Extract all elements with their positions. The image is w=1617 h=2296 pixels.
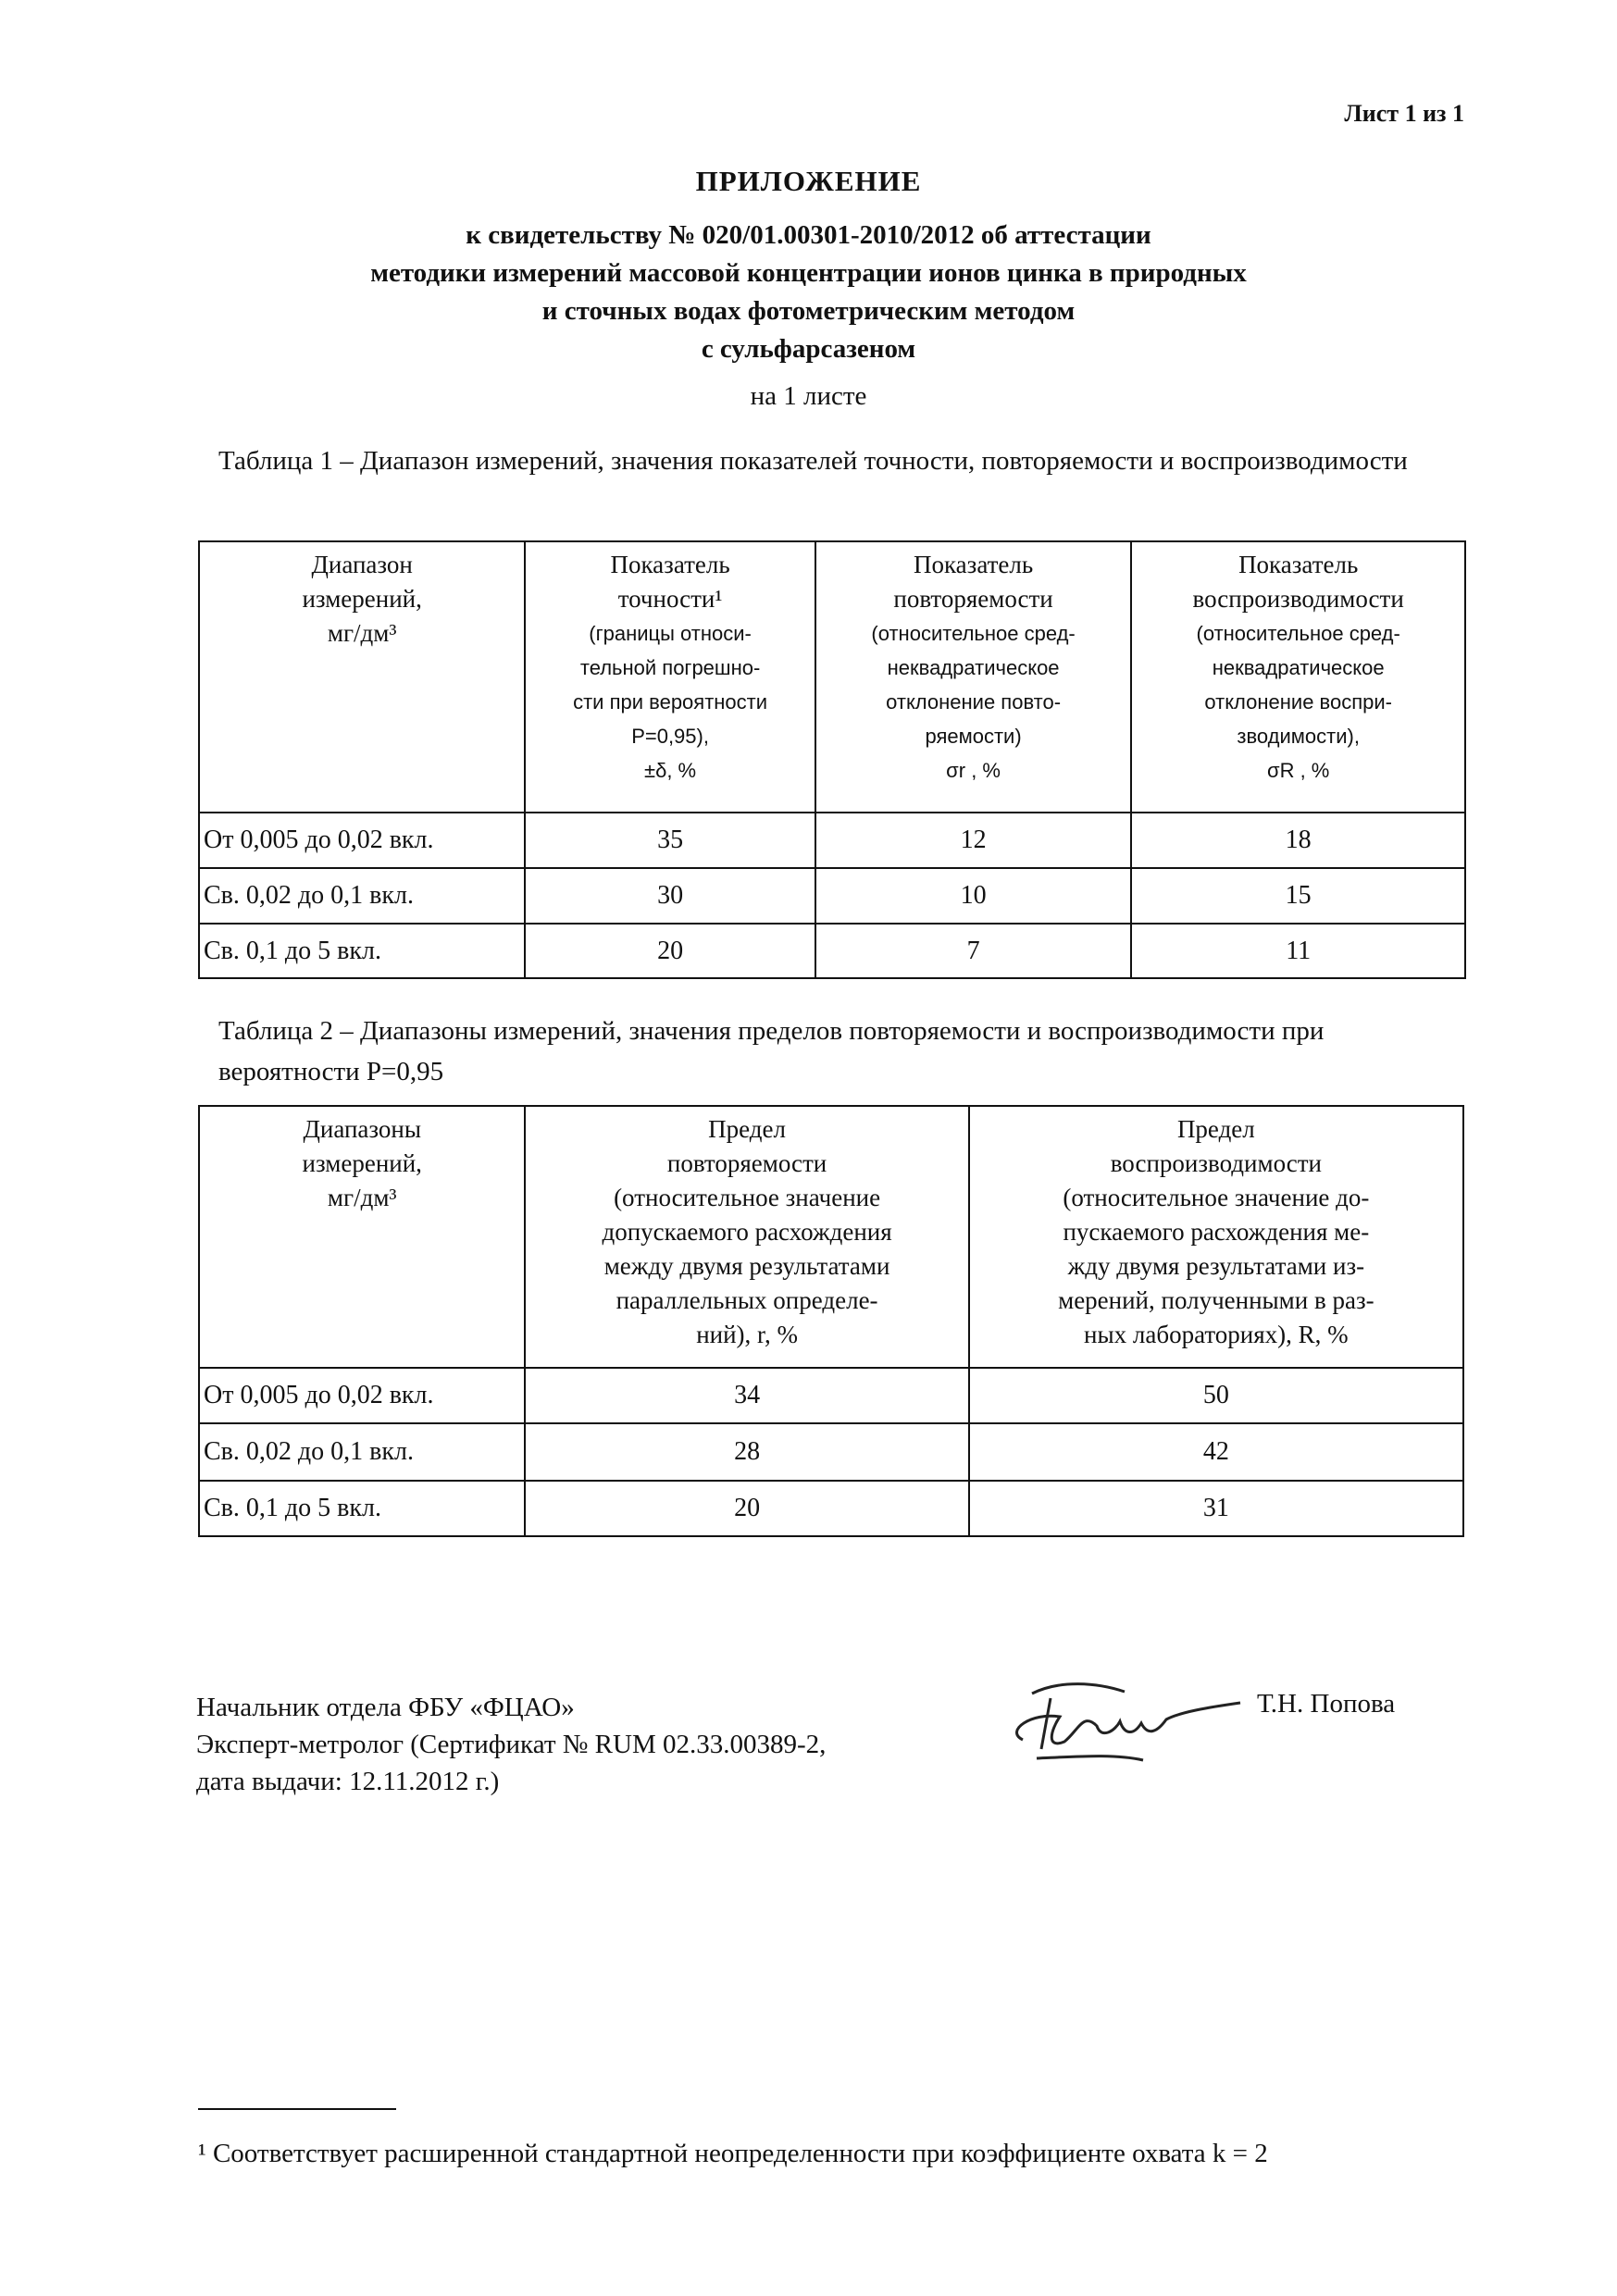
table1-header-row	[199, 541, 1465, 813]
table2-header-cell: Предел воспроизводимости (относительное значение до- пускаемого расхождения ме- жду двумя результатами из- мерений, полученными в раз- ных лабораториях), R, %	[969, 1106, 1463, 1368]
table-row	[199, 924, 1465, 978]
signatory-position: Начальник отдела ФБУ «ФЦАО»	[196, 1693, 575, 1722]
document-subtitle: к свидетельству № 020/01.00301-2010/2012 об аттестации методики измерений массовой концентрации ионов цинка в природных и сточных водах фотометрическим методом с сульфарсазеном	[370, 220, 1247, 364]
range-cell: Св. 0,1 до 5 вкл.	[199, 924, 525, 978]
table-row	[199, 1368, 1463, 1423]
document-title: ПРИЛОЖЕНИЕ	[695, 165, 922, 197]
table-row	[199, 1423, 1463, 1481]
sheet-number: Лист 1 из 1	[1344, 100, 1464, 127]
value-cell: 10	[815, 868, 1132, 924]
table2-header-row	[199, 1106, 1463, 1368]
signatory-name: Т.Н. Попова	[1257, 1689, 1396, 1719]
range-cell: От 0,005 до 0,02 вкл.	[199, 813, 525, 868]
value-cell: 30	[525, 868, 815, 924]
value-cell: 11	[1131, 924, 1465, 978]
value-cell: 12	[815, 813, 1132, 868]
value-cell: 34	[525, 1368, 968, 1423]
range-cell: От 0,005 до 0,02 вкл.	[199, 1368, 525, 1423]
value-cell: 35	[525, 813, 815, 868]
table1-header-cell: Показатель повторяемости (относительное сред- неквадратическое отклонение повто- ряемости) σr , %	[815, 541, 1132, 813]
table2-header-cell: Предел повторяемости (относительное значение допускаемого расхождения между двумя результатами параллельных определе- ний), r, %	[525, 1106, 968, 1368]
footnote-divider	[198, 2108, 396, 2110]
table1	[198, 540, 1466, 979]
table1-header-cell: Показатель точности¹ (границы относи- тельной погрешно- сти при вероятности Р=0,95), ±δ, %	[525, 541, 815, 813]
table-row	[199, 868, 1465, 924]
pages-note: на 1 листе	[750, 381, 867, 411]
table2-caption: Таблица 2 – Диапазоны измерений, значения пределов повторяемости и воспроизводимости при вероятности Р=0,95	[218, 1016, 1325, 1086]
value-cell: 20	[525, 1481, 968, 1536]
table-row	[199, 1481, 1463, 1536]
table2	[198, 1105, 1464, 1537]
value-cell: 42	[969, 1423, 1463, 1481]
handwritten-signature	[995, 1675, 1245, 1777]
value-cell: 18	[1131, 813, 1465, 868]
range-cell: Св. 0,1 до 5 вкл.	[199, 1481, 525, 1536]
value-cell: 50	[969, 1368, 1463, 1423]
value-cell: 28	[525, 1423, 968, 1481]
table2-header-cell: Диапазоны измерений, мг/дм³	[199, 1106, 525, 1368]
table-row	[199, 813, 1465, 868]
footnote: ¹ Соответствует расширенной стандартной неопределенности при коэффициенте охвата k = 2	[198, 2139, 1268, 2168]
signatory-block	[196, 1689, 826, 1800]
table1-header-cell: Диапазон измерений, мг/дм³	[199, 541, 525, 813]
signatory-cert-date: дата выдачи: 12.11.2012 г.)	[196, 1767, 500, 1796]
signatory-certificate: Эксперт-метролог (Сертификат № RUM 02.33.00389-2,	[196, 1730, 827, 1759]
value-cell: 31	[969, 1481, 1463, 1536]
value-cell: 7	[815, 924, 1132, 978]
range-cell: Св. 0,02 до 0,1 вкл.	[199, 868, 525, 924]
table1-header-cell: Показатель воспроизводимости (относительное сред- неквадратическое отклонение воспри- зводимости), σR , %	[1131, 541, 1465, 813]
table1-caption: Таблица 1 – Диапазон измерений, значения показателей точности, повторяемости и воспроизводимости	[218, 446, 1408, 476]
value-cell: 15	[1131, 868, 1465, 924]
range-cell: Св. 0,02 до 0,1 вкл.	[199, 1423, 525, 1481]
value-cell: 20	[525, 924, 815, 978]
